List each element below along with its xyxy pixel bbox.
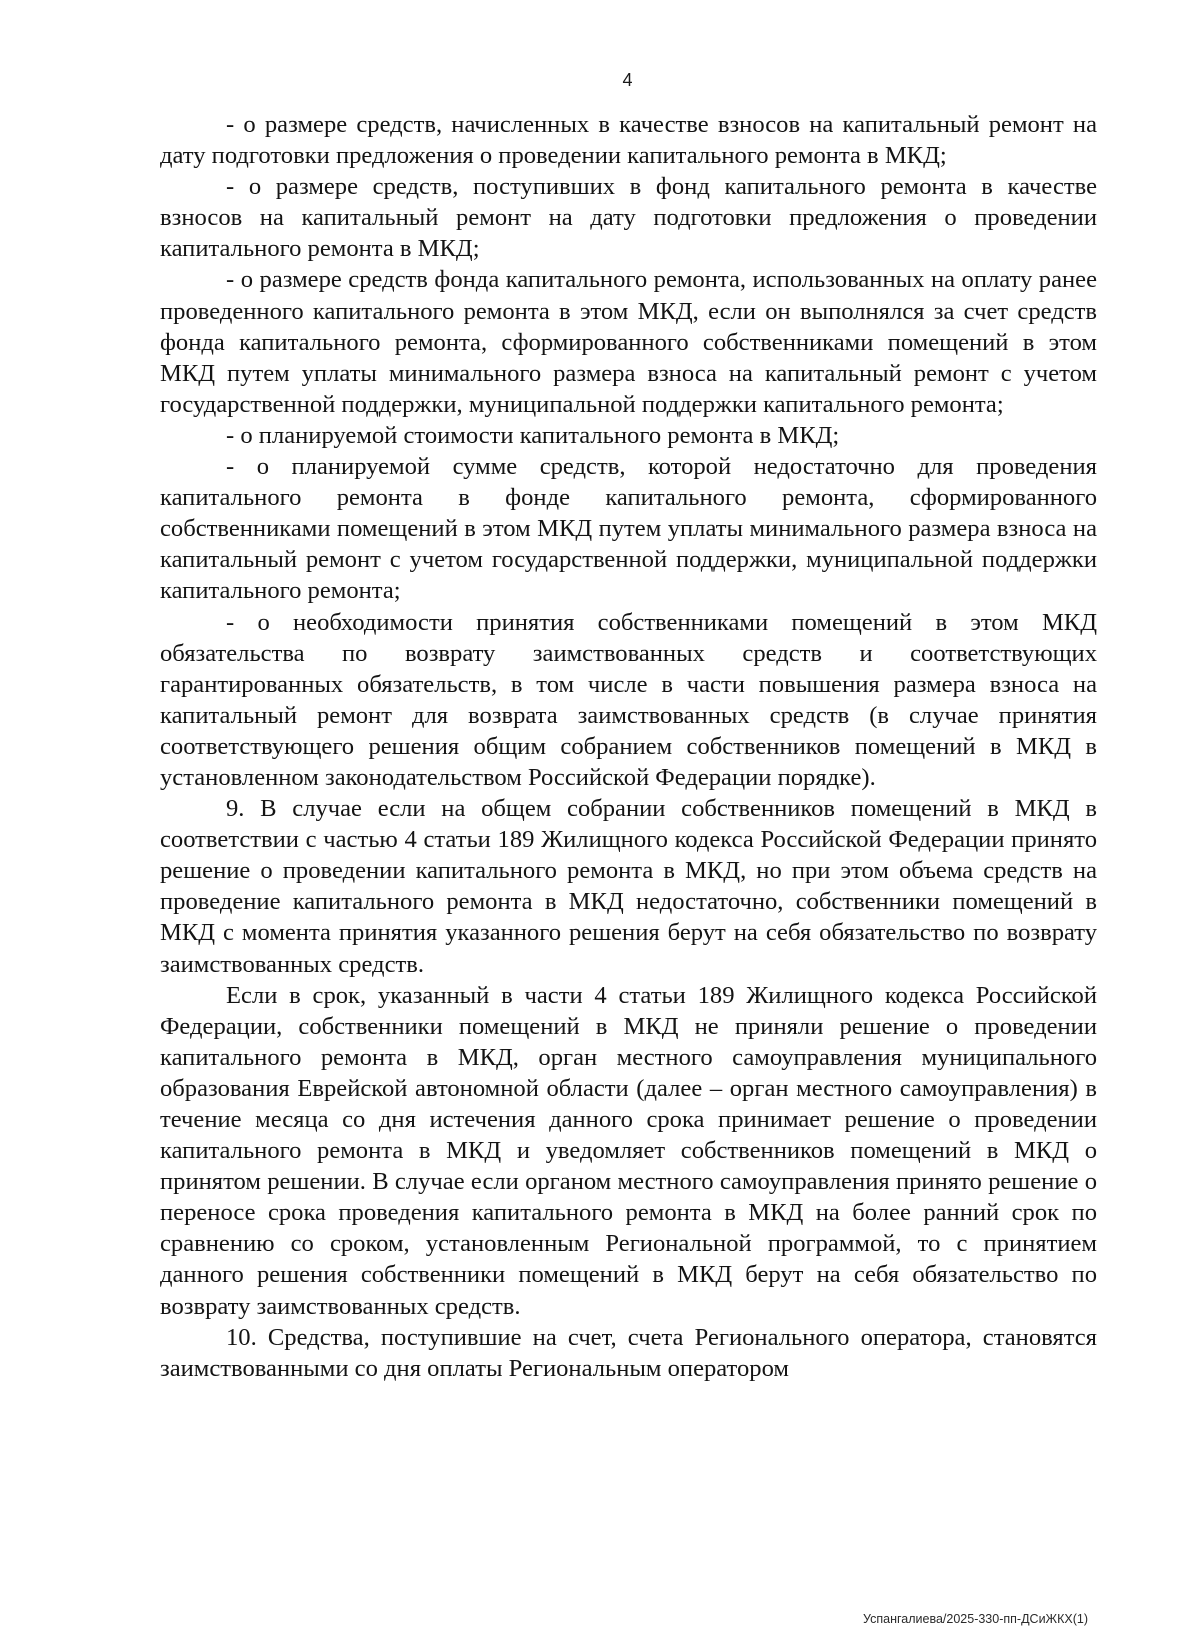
paragraph-planned-cost: - о планируемой стоимости капитального ремонта в МКД; [226,421,840,449]
paragraph-used-funds: - о размере средств фонда капитального ремонта, использованных на оплату ранее проведенного капитального ремонта в этом МКД, если он выполнялся за счет средств фонда капитального ремонта, сформированного собственниками помещений в этом МКД путем уплаты минимального размера взноса на капитальный ремонт с учетом государственной поддержки, муниципальной поддержки капитального ремонта; [160,266,1097,418]
page-number: 4 [622,70,633,90]
paragraph-clause-10: 10. Средства, поступившие на счет, счета Регионального оператора, становятся заимствованными со дня оплаты Региональным оператором [160,1323,1097,1382]
paragraph-clause-9: 9. В случае если на общем собрании собственников помещений в МКД в соответствии с частью 4 статьи 189 Жилищного кодекса Российской Федерации принято решение о проведении капитального ремонта в МКД, но при этом объема средств на проведение капитального ремонта в МКД недостаточно, собственники помещений в МКД с момента принятия указанного решения берут на себя обязательство по возврату заимствованных средств. [160,795,1097,978]
footer-document-reference: Успангалиева/2025-330-пп-ДСиЖКХ(1) [863,1612,1088,1626]
paragraph-accrued-funds: - о размере средств, начисленных в качестве взносов на капитальный ремонт на дату подготовки предложения о проведении капитального ремонта в МКД; [160,111,1097,170]
document-body [160,109,1097,1384]
paragraph-repayment-obligation: - о необходимости принятия собственниками помещений в этом МКД обязательства по возврату заимствованных средств и соответствующих гарантированных обязательств, в том числе в части повышения размера взноса на капитальный ремонт для возврата заимствованных средств (в случае принятия соответствующего решения общим собранием собственников помещений в МКД в установленном законодательством Российской Федерации порядке). [160,608,1097,791]
paragraph-local-authority-decision: Если в срок, указанный в части 4 статьи 189 Жилищного кодекса Российской Федерации, собственники помещений в МКД не приняли решение о проведении капитального ремонта в МКД, орган местного самоуправления муниципального образования Еврейской автономной области (далее – орган местного самоуправления) в течение месяца со дня истечения данного срока принимает решение о проведении капитального ремонта в МКД и уведомляет собственников помещений в МКД о принятом решении. В случае если органом местного самоуправления принято решение о переносе срока проведения капитального ремонта в МКД на более ранний срок по сравнению со сроком, установленным Региональной программой, то с принятием данного решения собственники помещений в МКД берут на себя обязательство по возврату заимствованных средств. [160,981,1097,1320]
paragraph-insufficient-sum: - о планируемой сумме средств, которой недостаточно для проведения капитального ремонта в фонде капитального ремонта, сформированного собственниками помещений в этом МКД путем уплаты минимального размера взноса на капитальный ремонт с учетом государственной поддержки, муниципальной поддержки капитального ремонта; [160,453,1097,605]
paragraph-received-funds: - о размере средств, поступивших в фонд капитального ремонта в качестве взносов на капитальный ремонт на дату подготовки предложения о проведении капитального ремонта в МКД; [160,173,1097,263]
